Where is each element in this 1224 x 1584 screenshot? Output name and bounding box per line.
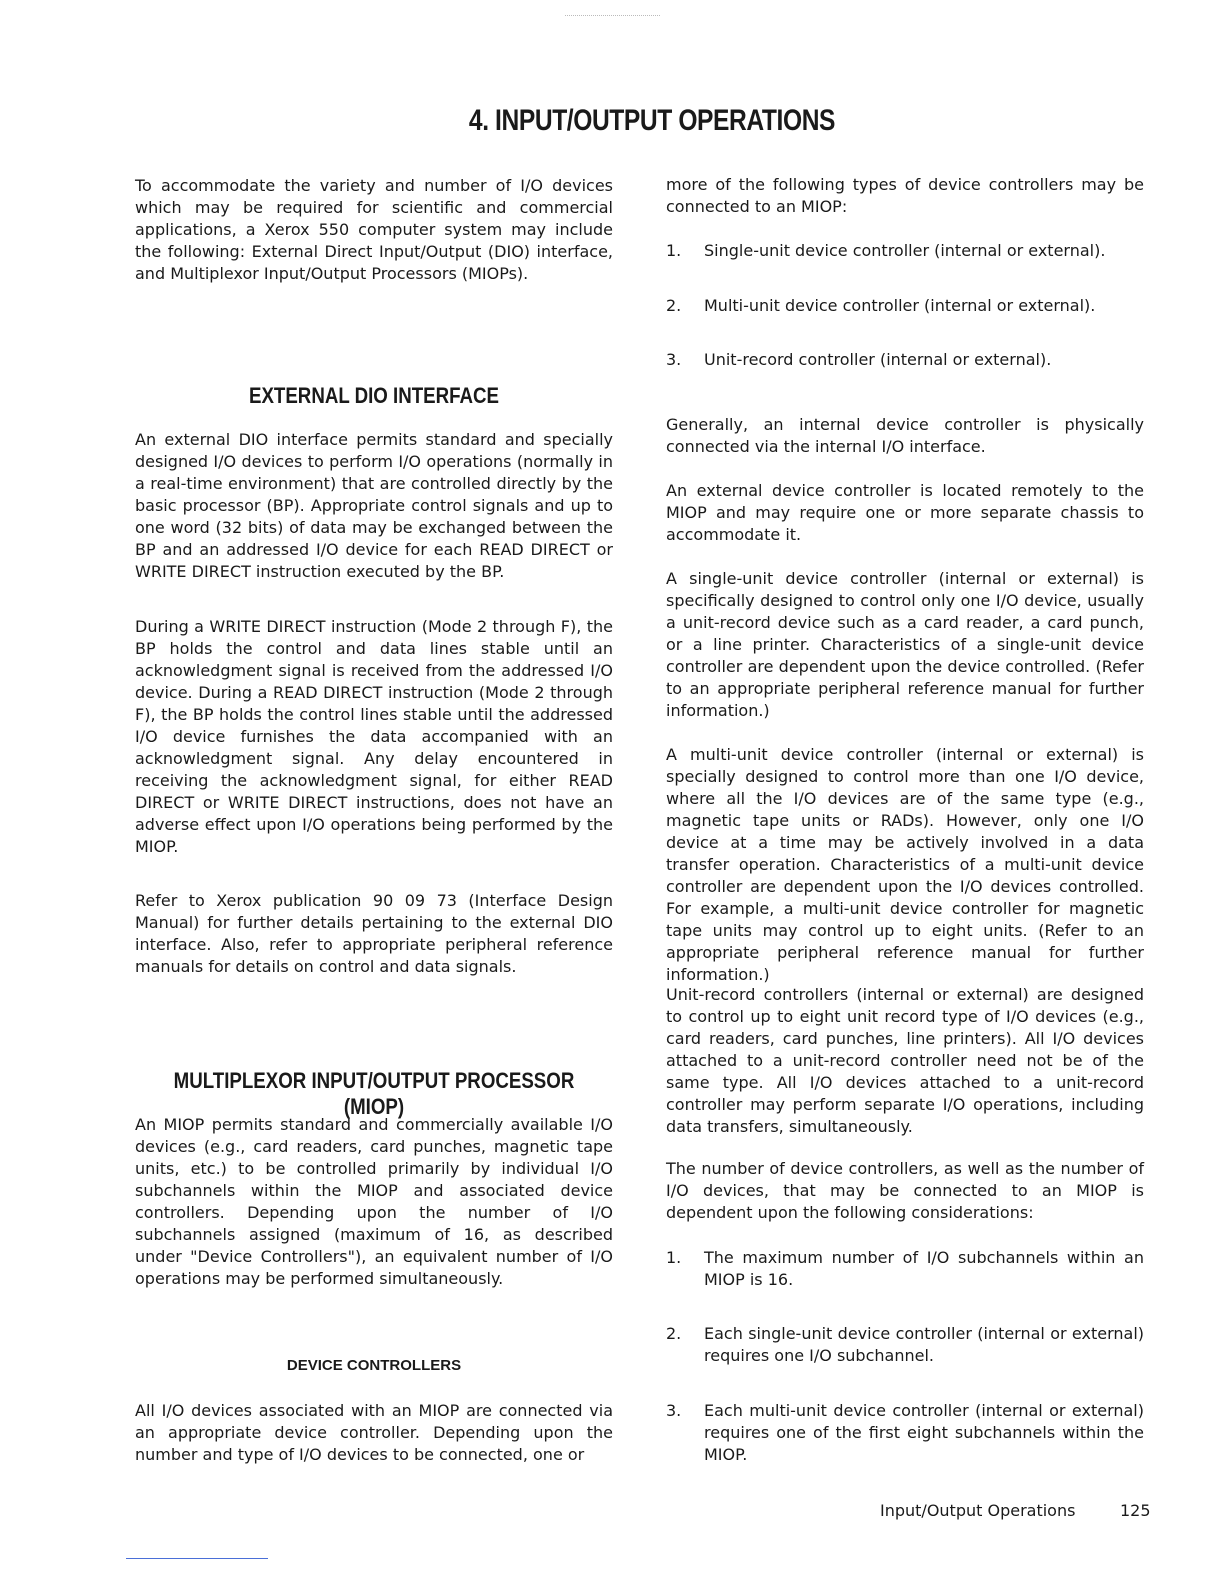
- list-text: Each multi-unit device controller (internal or external) requires one of the first eight subchannels within the MIOP.: [704, 1401, 1144, 1464]
- list-text: The maximum number of I/O subchannels within an MIOP is 16.: [704, 1248, 1144, 1289]
- list-number: 2.: [666, 1324, 682, 1343]
- intro-paragraph: To accommodate the variety and number of I/O devices which may be required for scientific and commercial applications, a Xerox 550 computer system may include the following: External Direct Input/Output (DIO) interface, and Multiplexor Input/Output Processors (MIOPs).: [135, 176, 613, 283]
- unit-record-paragraph: Unit-record controllers (internal or external) are designed to control up to eight unit record type of I/O devices (e.g., card readers, card punches, line printers). All I/O devices attached to a unit-record controller need not be of the same type. All I/O devices attached to a unit-record controller may perform separate I/O operations, including data transfers, simultaneously.: [666, 985, 1144, 1136]
- device-controllers-paragraph: All I/O devices associated with an MIOP are connected via an appropriate device controller. Depending upon the number and type of I/O devices to be connected, one or: [135, 1401, 613, 1464]
- miop-paragraph-1: An MIOP permits standard and commercially available I/O devices (e.g., card readers, card punches, magnetic tape units, etc.) to be controlled primarily by individual I/O subchannels within the MIOP and associated device controllers. Depending upon the number of I/O subchannels assigned (maximum of 16, as described under "Device Controllers"), an equivalent number of I/O operations may be performed simultaneously.: [135, 1115, 613, 1288]
- section-heading-dio: EXTERNAL DIO INTERFACE: [248, 383, 500, 408]
- dio-paragraph-1: An external DIO interface permits standard and specially designed I/O devices to perform I/O operations (normally in a real-time environment) that are controlled directly by the basic processor (BP). Appropriate control signals and up to one word (32 bits) of data may be exchanged between the BP and an addressed I/O device for each READ DIRECT or WRITE DIRECT instruction executed by the BP.: [135, 430, 613, 581]
- list-number: 2.: [666, 296, 682, 315]
- external-controller-paragraph: An external device controller is located remotely to the MIOP and may require one or more separate chassis to accommodate it.: [666, 481, 1144, 544]
- dio-paragraph-2: During a WRITE DIRECT instruction (Mode 2 through F), the BP holds the control and data lines stable until an acknowledgment signal is received from the addressed I/O device. During a READ DIRECT instruction (Mode 2 through F), the BP holds the control lines stable until the addressed I/O device furnishes the data accompanied with an acknowledgment signal. Any delay encountered in receiving the acknowledgment signal, for either READ DIRECT or WRITE DIRECT instructions, does not have an adverse effect upon I/O operations being performed by the MIOP.: [135, 617, 613, 856]
- multi-unit-paragraph: A multi-unit device controller (internal or external) is specially designed to control more than one I/O device, where all the I/O devices are of the same type (e.g., magnetic tape units or RADs). However, only one I/O device at a time may be actively involved in a data transfer operation. Characteristics of a multi-unit device controller are dependent upon the I/O devices controlled. For example, a multi-unit device controller for magnetic tape units may control up to eight units. (Refer to an appropriate peripheral reference manual for further information.): [666, 745, 1144, 984]
- footer-section-label: Input/Output Operations: [880, 1501, 1076, 1520]
- list-item: [666, 295, 1144, 317]
- considerations-intro-paragraph: The number of device controllers, as well as the number of I/O devices, that may be connected to an MIOP is dependent upon the following considerations:: [666, 1159, 1144, 1222]
- subsection-heading-device-controllers: DEVICE CONTROLLERS: [286, 1357, 462, 1374]
- single-unit-paragraph: A single-unit device controller (internal or external) is specifically designed to control only one I/O device, usually a unit-record device such as a card reader, a card punch, or a line printer. Characteristics of a single-unit device controller are dependent upon the device controlled. (Refer to an appropriate peripheral reference manual for further information.): [666, 569, 1144, 720]
- list-text: Multi-unit device controller (internal or external).: [704, 296, 1096, 315]
- list-item: [666, 1323, 1144, 1367]
- continuation-paragraph: more of the following types of device controllers may be connected to an MIOP:: [666, 175, 1144, 216]
- internal-controller-paragraph: Generally, an internal device controller is physically connected via the internal I/O interface.: [666, 415, 1144, 456]
- page-title: 4. INPUT/OUTPUT OPERATIONS: [468, 104, 836, 138]
- scan-artifact-mark: [565, 15, 660, 17]
- dio-paragraph-3: Refer to Xerox publication 90 09 73 (Interface Design Manual) for further details pertaining to the external DIO interface. Also, refer to appropriate peripheral reference manuals for details on control and data signals.: [135, 891, 613, 976]
- list-item: [666, 1400, 1144, 1466]
- list-text: Each single-unit device controller (internal or external) requires one I/O subchannel.: [704, 1324, 1144, 1365]
- list-item: [666, 1247, 1144, 1291]
- page-number: 125: [1120, 1501, 1151, 1520]
- list-item: [666, 349, 1144, 371]
- list-number: 3.: [666, 350, 682, 369]
- list-text: Unit-record controller (internal or external).: [704, 350, 1052, 369]
- bottom-rule: [126, 1558, 268, 1559]
- section-heading-miop: MULTIPLEXOR INPUT/OUTPUT PROCESSOR (MIOP): [173, 1068, 575, 1119]
- list-number: 1.: [666, 241, 682, 260]
- list-number: 3.: [666, 1401, 682, 1420]
- list-text: Single-unit device controller (internal or external).: [704, 241, 1106, 260]
- list-number: 1.: [666, 1248, 682, 1267]
- list-item: [666, 240, 1144, 262]
